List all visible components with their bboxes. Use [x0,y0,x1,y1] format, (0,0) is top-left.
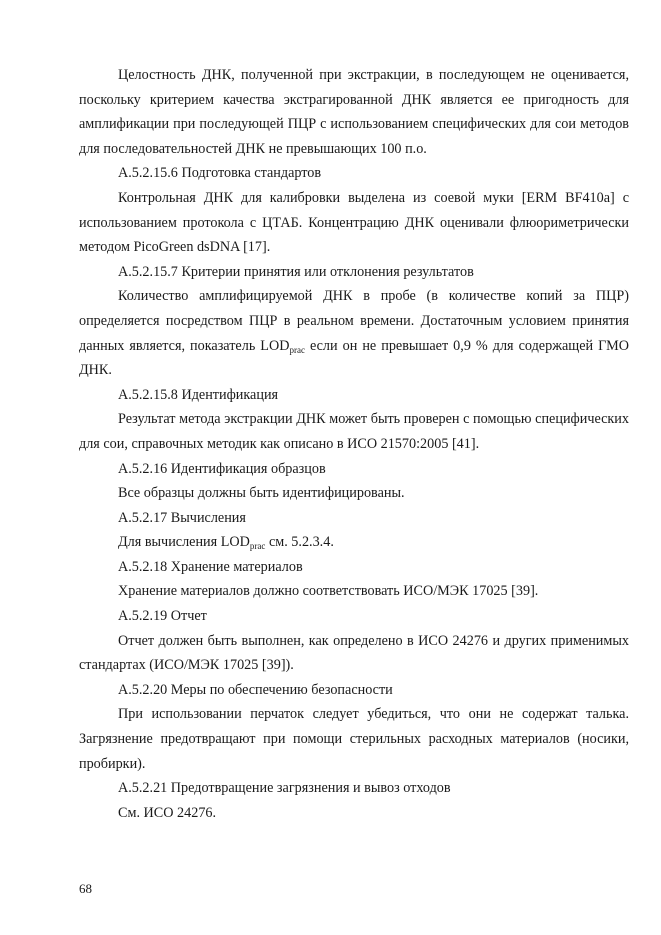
paragraph-lod-calculation-text: Для вычисления LOD [118,534,250,551]
paragraph-lod-calculation [79,530,629,555]
paragraph-control-dna: Контрольная ДНК для калибровки выделена из соевой муки [ERM BF410a] с использованием протокола с ЦТАБ. Концентрацию ДНК оценивали флюориметрически методом PicoGreen dsDNA [17]. [79,189,629,256]
paragraph-amplifiable-dna-text: Количество амплифицируемой ДНК в пробе (в количестве копий за ПЦР) определяется посредством ПЦР в реальном времени. Достаточным условием принятия данных является, показатель LOD [79,288,629,354]
heading-sample-identification: А.5.2.16 Идентификация образцов [118,460,326,477]
paragraph-see-iso: См. ИСО 24276. [118,804,217,821]
body-text [79,63,629,825]
paragraph-amplifiable-dna [79,284,629,382]
paragraph-report: Отчет должен быть выполнен, как определено в ИСО 24276 и других применимых стандартах (ИСО/МЭК 17025 [39]). [79,632,629,674]
paragraph-safety-measures: При использовании перчаток следует убедиться, что они не содержат талька. Загрязнение предотвращают при помощи стерильных расходных материалов (носики, пробирки). [79,706,629,772]
heading-safety-measures: А.5.2.20 Меры по обеспечению безопасности [118,681,393,698]
page-number: 68 [79,881,92,896]
paragraph-dna-integrity: Целостность ДНК, полученной при экстракции, в последующем не оценивается, поскольку критерием качества экстрагированной ДНК является ее пригодность для амплификации при последующей ПЦР с использованием специфических для сои методов для последовательностей ДНК не превышающих 100 п.о. [79,67,629,157]
paragraph-extraction-result: Результат метода экстракции ДНК может быть проверен с помощью специфических для сои, справочных методик как описано в ИСО 21570:2005 [41]. [79,411,629,452]
heading-contamination-prevention: А.5.2.21 Предотвращение загрязнения и вывоз отходов [118,780,451,797]
lod-subscript: prac [289,344,305,355]
paragraph-material-storage: Хранение материалов должно соответствовать ИСО/МЭК 17025 [39]. [118,583,539,600]
heading-calculations: А.5.2.17 Вычисления [118,509,246,526]
heading-report: А.5.2.19 Отчет [118,608,207,625]
heading-standards-preparation: А.5.2.15.6 Подготовка стандартов [118,165,322,182]
lod-subscript: prac [249,541,266,552]
heading-identification: А.5.2.15.8 Идентификация [118,386,279,403]
paragraph-samples-identified: Все образцы должны быть идентифицированы. [118,485,405,502]
paragraph-lod-calculation-tail: см. 5.2.3.4. [265,534,334,551]
paragraph-amplifiable-dna-tail: если он не превышает 0,9 % для содержащей ГМО ДНК. [79,337,629,379]
heading-acceptance-criteria: А.5.2.15.7 Критерии принятия или отклонения результатов [118,263,474,280]
heading-material-storage: А.5.2.18 Хранение материалов [118,558,303,575]
